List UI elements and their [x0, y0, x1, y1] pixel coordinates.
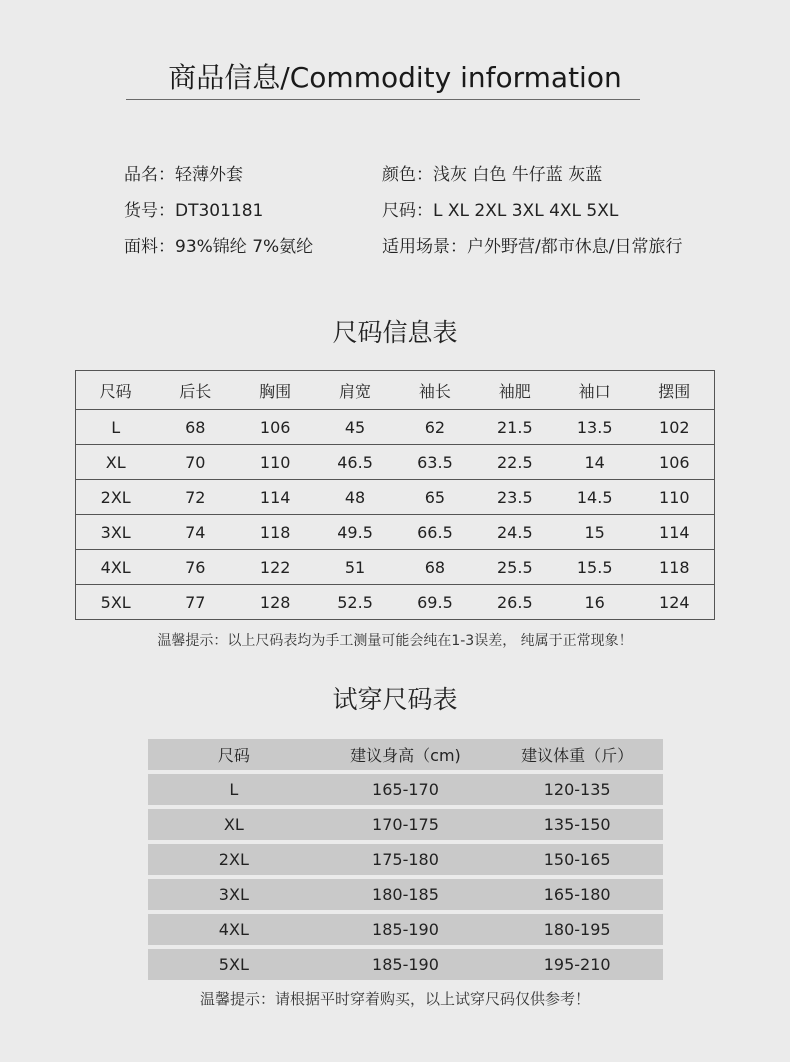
- trial-table-note: 温馨提示：请根据平时穿着购买，以上试穿尺码仅供参考！: [199, 990, 590, 1008]
- value-cell: 180-195: [491, 914, 663, 945]
- table-row: [76, 445, 715, 480]
- value-cell: 128: [235, 585, 315, 620]
- trial-table-header-row: [148, 739, 663, 770]
- trial-header-cell: 尺码: [148, 739, 320, 770]
- value-cell: 118: [235, 515, 315, 550]
- size-label-cell: 3XL: [76, 515, 156, 550]
- size-header-cell: 后长: [155, 371, 235, 410]
- size-header-cell: 袖肥: [475, 371, 555, 410]
- value-cell: 52.5: [315, 585, 395, 620]
- value-cell: 185-190: [320, 914, 492, 945]
- size-label-cell: 2XL: [148, 844, 320, 875]
- value-cell: 110: [635, 480, 715, 515]
- size-label-cell: XL: [148, 809, 320, 840]
- table-row: [76, 410, 715, 445]
- table-row: [76, 585, 715, 620]
- value-cell: 69.5: [395, 585, 475, 620]
- table-row: [148, 809, 663, 840]
- value-cell: 175-180: [320, 844, 492, 875]
- trial-table-title: 试穿尺码表: [332, 685, 458, 714]
- info-product-name: 品名：轻薄外套: [124, 165, 243, 185]
- value-cell: 124: [635, 585, 715, 620]
- value-cell: 76: [155, 550, 235, 585]
- value-cell: 24.5: [475, 515, 555, 550]
- value-cell: 15.5: [555, 550, 635, 585]
- size-header-cell: 胸围: [235, 371, 315, 410]
- value-cell: 15: [555, 515, 635, 550]
- value-cell: 23.5: [475, 480, 555, 515]
- size-label-cell: 4XL: [76, 550, 156, 585]
- size-header-cell: 肩宽: [315, 371, 395, 410]
- value-cell: 16: [555, 585, 635, 620]
- value-cell: 72: [155, 480, 235, 515]
- value-cell: 106: [635, 445, 715, 480]
- value-cell: 120-135: [491, 774, 663, 805]
- value-cell: 150-165: [491, 844, 663, 875]
- table-row: [76, 515, 715, 550]
- trial-header-cell: 建议身高（cm): [320, 739, 492, 770]
- size-header-cell: 尺码: [76, 371, 156, 410]
- info-color: 颜色：浅灰 白色 牛仔蓝 灰蓝: [382, 165, 603, 185]
- value-cell: 46.5: [315, 445, 395, 480]
- value-cell: 165-170: [320, 774, 492, 805]
- value-cell: 70: [155, 445, 235, 480]
- value-cell: 14: [555, 445, 635, 480]
- value-cell: 26.5: [475, 585, 555, 620]
- size-label-cell: 4XL: [148, 914, 320, 945]
- value-cell: 118: [635, 550, 715, 585]
- table-row: [76, 550, 715, 585]
- value-cell: 65: [395, 480, 475, 515]
- value-cell: 22.5: [475, 445, 555, 480]
- value-cell: 63.5: [395, 445, 475, 480]
- value-cell: 110: [235, 445, 315, 480]
- table-row: [148, 879, 663, 910]
- info-sku: 货号：DT301181: [124, 201, 264, 221]
- value-cell: 45: [315, 410, 395, 445]
- value-cell: 25.5: [475, 550, 555, 585]
- size-label-cell: 2XL: [76, 480, 156, 515]
- value-cell: 74: [155, 515, 235, 550]
- value-cell: 135-150: [491, 809, 663, 840]
- size-table: [75, 370, 715, 620]
- title-divider: [126, 99, 640, 100]
- table-row: [148, 949, 663, 980]
- value-cell: 185-190: [320, 949, 492, 980]
- value-cell: 114: [635, 515, 715, 550]
- size-label-cell: L: [148, 774, 320, 805]
- value-cell: 49.5: [315, 515, 395, 550]
- value-cell: 48: [315, 480, 395, 515]
- value-cell: 106: [235, 410, 315, 445]
- size-header-cell: 袖长: [395, 371, 475, 410]
- value-cell: 180-185: [320, 879, 492, 910]
- value-cell: 62: [395, 410, 475, 445]
- size-header-cell: 袖口: [555, 371, 635, 410]
- value-cell: 66.5: [395, 515, 475, 550]
- value-cell: 51: [315, 550, 395, 585]
- value-cell: 14.5: [555, 480, 635, 515]
- size-label-cell: 5XL: [148, 949, 320, 980]
- table-row: [148, 914, 663, 945]
- size-table-header-row: [76, 371, 715, 410]
- value-cell: 13.5: [555, 410, 635, 445]
- info-sizes: 尺码：L XL 2XL 3XL 4XL 5XL: [382, 201, 619, 221]
- value-cell: 170-175: [320, 809, 492, 840]
- info-scene: 适用场景：户外野营/都市休息/日常旅行: [382, 237, 683, 257]
- value-cell: 21.5: [475, 410, 555, 445]
- value-cell: 122: [235, 550, 315, 585]
- value-cell: 165-180: [491, 879, 663, 910]
- value-cell: 102: [635, 410, 715, 445]
- size-table-title: 尺码信息表: [332, 318, 458, 347]
- value-cell: 77: [155, 585, 235, 620]
- trial-header-cell: 建议体重（斤）: [491, 739, 663, 770]
- page-title: 商品信息/Commodity information: [168, 61, 622, 94]
- size-header-cell: 摆围: [635, 371, 715, 410]
- size-label-cell: XL: [76, 445, 156, 480]
- info-fabric: 面料：93%锦纶 7%氨纶: [124, 237, 314, 257]
- table-row: [76, 480, 715, 515]
- value-cell: 195-210: [491, 949, 663, 980]
- size-label-cell: L: [76, 410, 156, 445]
- value-cell: 68: [395, 550, 475, 585]
- size-label-cell: 3XL: [148, 879, 320, 910]
- value-cell: 114: [235, 480, 315, 515]
- table-row: [148, 844, 663, 875]
- size-label-cell: 5XL: [76, 585, 156, 620]
- trial-table: [148, 735, 663, 984]
- value-cell: 68: [155, 410, 235, 445]
- size-table-note: 温馨提示：以上尺码表均为手工测量可能会纯在1-3误差， 纯属于正常现象！: [157, 633, 633, 649]
- table-row: [148, 774, 663, 805]
